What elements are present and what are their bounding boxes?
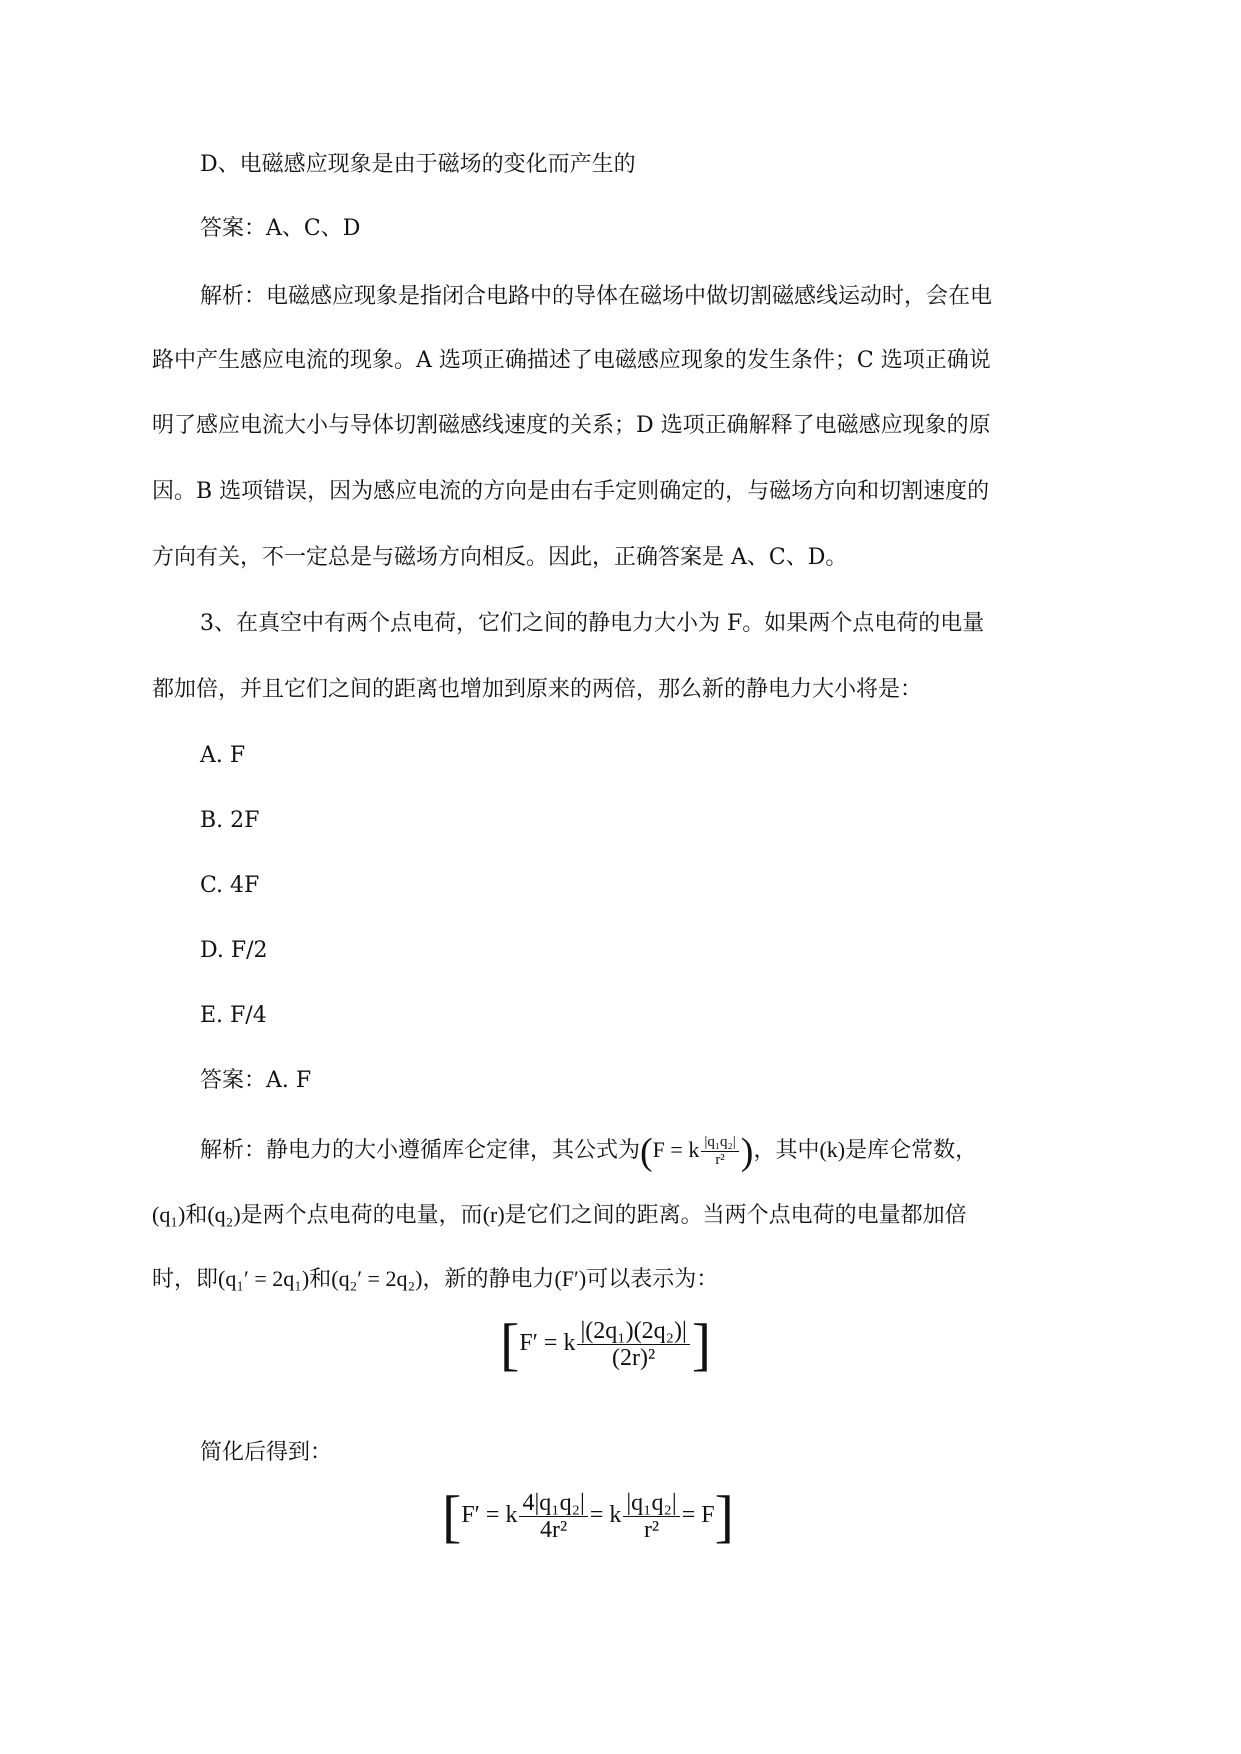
analysis-q2-line-2: 路中产生感应电流的现象。A 选项正确描述了电磁感应现象的发生条件；C 选项正确说: [152, 348, 991, 373]
analysis-q3-line-1: [200, 1128, 977, 1173]
symbol-q2: (q₂): [207, 1202, 241, 1227]
symbol-r: (r): [482, 1202, 505, 1227]
analysis-text: 和: [309, 1267, 332, 1292]
coulomb-formula-inline: (F = k $\frac{\text{|q₁q₂|}}{\text{r²}}$ ): [640, 1130, 754, 1173]
formula-fraction: [701, 1134, 738, 1169]
analysis-text: 是它们之间的距离。当两个点电荷的电量都加倍: [504, 1203, 967, 1228]
answer-q2: 答案：A、C、D: [200, 216, 361, 241]
question-3-stem-line-2: 都加倍，并且它们之间的距离也增加到原来的两倍，那么新的静电力大小将是：: [152, 677, 923, 702]
simplify-label: 简化后得到：: [200, 1440, 333, 1465]
formula-lhs: F = k: [652, 1137, 700, 1162]
formula-denominator: r²: [715, 1152, 725, 1169]
formula-new-force: [F′ = k $\frac{\text{|(2q₁)(2q₂)|}}{\text{(2r)²}}$ ]: [500, 1311, 712, 1377]
formula-numerator: |q₁q₂|: [701, 1134, 738, 1152]
formula-lhs: F′ = k: [461, 1502, 518, 1529]
formula-denominator-2: r²: [643, 1517, 660, 1543]
symbol-k: (k): [819, 1137, 846, 1162]
formula-rhs: = F: [681, 1502, 715, 1529]
formula-middle: = k: [589, 1502, 622, 1529]
formula-fraction-1: [519, 1490, 587, 1543]
option-d-q3: D. F/2: [200, 938, 268, 963]
option-d: D、电磁感应现象是由于磁场的变化而产生的: [200, 152, 636, 177]
formula-denominator-1: 4r²: [540, 1517, 568, 1543]
analysis-q2-line-3: 明了感应电流大小与导体切割磁感线速度的关系；D 选项正确解释了电磁感应现象的原: [152, 413, 991, 438]
analysis-q2-line-1: 解析：电磁感应现象是指闭合电路中的导体在磁场中做切割磁感线运动时，会在电: [200, 284, 993, 309]
symbol-f-prime: (F′): [554, 1266, 587, 1291]
formula-fraction: [577, 1318, 689, 1371]
symbol-q1: (q₁): [152, 1202, 186, 1227]
analysis-q3-line-2: [152, 1200, 967, 1231]
analysis-text: ，其中: [753, 1138, 820, 1163]
analysis-text: ，新的静电力: [422, 1267, 555, 1292]
analysis-text: 时，即: [152, 1267, 219, 1292]
option-a: A. F: [200, 743, 246, 768]
option-c: C. 4F: [200, 873, 260, 898]
analysis-q3-line-3: [152, 1264, 718, 1295]
analysis-text: 可以表示为：: [586, 1267, 719, 1292]
analysis-q2-line-5: 方向有关，不一定总是与磁场方向相反。因此，正确答案是 A、C、D。: [152, 545, 848, 570]
formula-lhs: F′ = k: [519, 1330, 576, 1357]
formula-simplified: [F′ = k $\frac{\text{4|q₁q₂|}}{\text{4r²}}$ = k $\frac{\text{|q₁q₂|}}{\text{r²}}$ = F]: [442, 1483, 734, 1549]
analysis-text: 解析：静电力的大小遵循库仑定律，其公式为: [200, 1138, 641, 1163]
formula-numerator-1: 4|q₁q₂|: [519, 1490, 587, 1517]
formula-numerator: |(2q₁)(2q₂)|: [577, 1318, 689, 1345]
option-b: B. 2F: [200, 808, 260, 833]
formula-denominator: (2r)²: [612, 1345, 656, 1371]
formula-numerator-2: |q₁q₂|: [623, 1490, 679, 1517]
option-e: E. F/4: [200, 1003, 267, 1028]
question-3-stem-line-1: 3、在真空中有两个点电荷，它们之间的静电力大小为 F。如果两个点电荷的电量: [200, 611, 985, 636]
answer-q3: 答案：A. F: [200, 1068, 312, 1093]
analysis-text: 是两个点电荷的电量，而: [240, 1203, 483, 1228]
symbol-q2-prime: (q₂′ = 2q₂): [331, 1266, 423, 1291]
analysis-text: 是库仑常数，: [845, 1138, 978, 1163]
analysis-text: 和: [185, 1203, 208, 1228]
analysis-q2-line-4: 因。B 选项错误，因为感应电流的方向是由右手定则确定的，与磁场方向和切割速度的: [152, 479, 990, 504]
formula-fraction-2: [623, 1490, 679, 1543]
symbol-q1-prime: (q₁′ = 2q₁): [218, 1266, 310, 1291]
